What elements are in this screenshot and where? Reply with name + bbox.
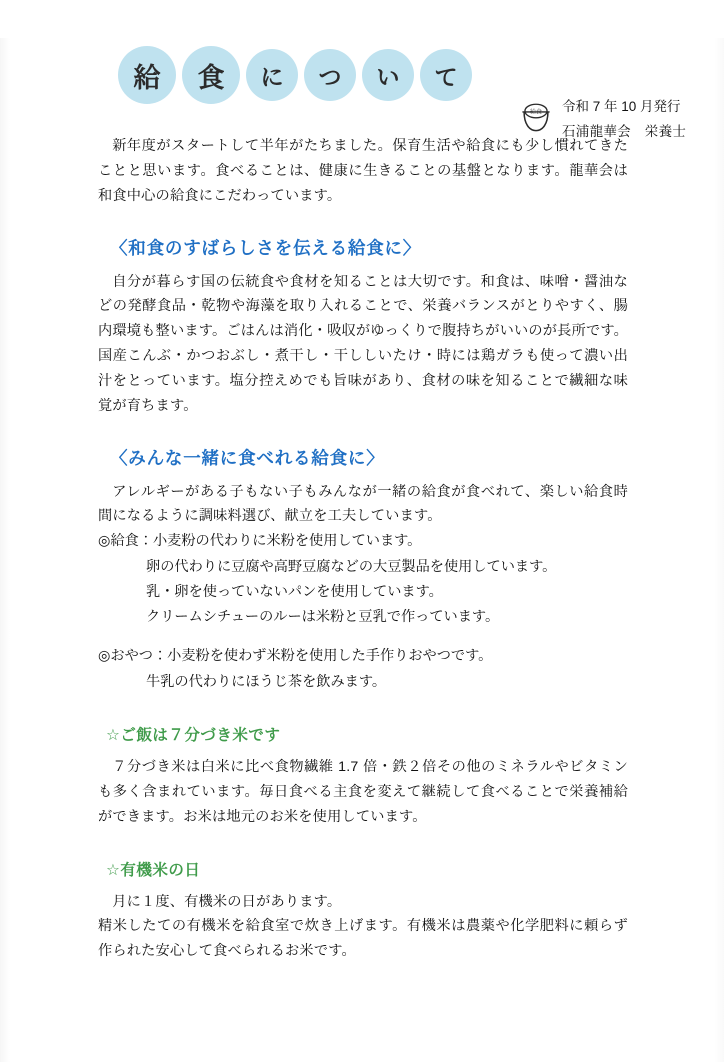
section-minna-paragraph-1: アレルギーがある子もない子もみんなが一緒の給食が食べれて、楽しい給食時間になるように調味料選び、献立を工夫しています。 [98,483,628,525]
rice-bowl-stamp-icon [519,100,553,134]
section-yukimai-paragraph-1: 月に１度、有機米の日があります。 [112,893,342,910]
document-page [0,38,724,1062]
section-yukimai-paragraph-2: 精米したての有機米を給食室で炊き上げます。有機米は農薬や化学肥料に頼らず作られた安心して食べられるお米です。 [98,918,628,960]
title-char-6: て [420,49,472,101]
section-gohan-paragraph-1: ７分づき米は白米に比べ食物繊維 1.7 倍・鉄２倍その他のミネラルやビタミンも多く含まれています。毎日食べる主食を変えて継続して食べることで栄養補給ができます。お米は地元のお米を使用しています。 [98,758,628,825]
list-gap [98,630,628,644]
page-title [118,46,472,104]
document-body [0,134,724,964]
intro-paragraph [98,134,628,209]
title-char-3: に [246,49,298,101]
list-label-kyushoku: ◎給食：小麦粉の代わりに米粉を使用しています。 [98,533,422,550]
section-heading-minna: 〈みんな一緒に食べれる給食に〉 [110,447,385,468]
publisher: 石浦龍華会 栄養士 [562,123,687,139]
list-item-oyatsu-1: 牛乳の代わりにほうじ茶を飲みます。 [146,673,387,690]
title-char-4: つ [304,49,356,101]
svg-text:給食: 給食 [530,108,542,116]
list-item-kyushoku-2: 乳・卵を使っていないパンを使用しています。 [146,583,443,600]
list-item-kyushoku-3: クリームシチューのルーは米粉と豆乳で作っています。 [146,609,500,626]
issue-date: 令和 7 年 10 月発行 [562,99,681,114]
list-item-kyushoku-1: 卵の代わりに豆腐や高野豆腐などの大豆製品を使用しています。 [146,558,557,575]
title-char-5: い [362,49,414,101]
intro-text: 新年度がスタートして半年がたちました。保育生活や給食にも少し慣れてきたことと思います。食べることは、健康に生きることの基盤となります。龍華会は和食中心の給食にこだわっています。 [98,138,628,204]
section-heading-washoku: 〈和食のすばらしさを伝える給食に〉 [110,237,422,258]
title-char-1: 給 [118,46,176,104]
document-header [0,38,724,139]
title-char-2: 食 [182,46,240,104]
section-heading-gohan: ☆ご飯は７分づき米です [106,726,281,744]
list-label-oyatsu: ◎おやつ：小麦粉を使わず米粉を使用した手作りおやつです。 [98,648,493,665]
section-washoku-paragraph-1: 自分が暮らす国の伝統食や食材を知ることは大切です。和食は、味噌・醤油などの発酵食品・乾物や海藻を取り入れることで、栄養バランスがとりやすく、腸内環境も整います。ごはんは消化・吸収がゆっくりで腹持ちがいいのが長所です。国産こんぶ・かつおぶし・煮干し・干ししいたけ・時には鶏ガラも使って濃い出汁をとっています。塩分控えめでも旨味があり、食材の味を知ることで繊細な味覚が育ちます。 [98,273,628,414]
section-heading-yukimai: ☆有機米の日 [106,861,201,879]
